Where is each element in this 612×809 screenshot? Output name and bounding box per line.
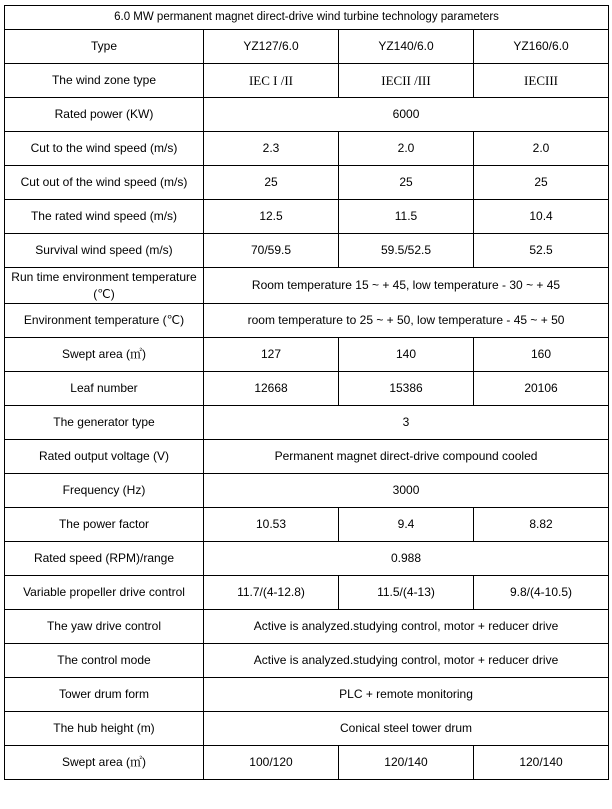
row-value-merged: 0.988 <box>204 542 609 576</box>
row-value-merged: 3 <box>204 406 609 440</box>
row-label: The power factor <box>5 508 204 542</box>
row-value-model-1: 127 <box>204 338 339 372</box>
table-row <box>5 200 609 234</box>
row-label: The control mode <box>5 644 204 678</box>
row-label: Frequency (Hz) <box>5 474 204 508</box>
table-row <box>5 508 609 542</box>
row-label: The generator type <box>5 406 204 440</box>
row-value-merged: room temperature to 25 ~ + 50, low temperature - 45 ~ + 50 <box>204 304 609 338</box>
row-value-model-1: 12.5 <box>204 200 339 234</box>
row-label: Swept area (㎡) <box>5 338 204 372</box>
row-value-merged: PLC + remote monitoring <box>204 678 609 712</box>
row-value-model-2: YZ140/6.0 <box>339 30 474 64</box>
table-row <box>5 98 609 132</box>
row-value-model-2: 120/140 <box>339 746 474 780</box>
row-value-model-2: 15386 <box>339 372 474 406</box>
row-value-model-3: 120/140 <box>474 746 609 780</box>
row-label: Rated power (KW) <box>5 98 204 132</box>
row-value-model-1: 70/59.5 <box>204 234 339 268</box>
table-row <box>5 576 609 610</box>
row-label: Environment temperature (℃) <box>5 304 204 338</box>
table-row <box>5 304 609 338</box>
row-value-model-2: 25 <box>339 166 474 200</box>
table-title: 6.0 MW permanent magnet direct-drive wind turbine technology parameters <box>5 6 609 30</box>
row-value-model-2: 11.5/(4-13) <box>339 576 474 610</box>
row-value-merged: Conical steel tower drum <box>204 712 609 746</box>
table-row <box>5 474 609 508</box>
table-row <box>5 234 609 268</box>
row-value-model-2: 9.4 <box>339 508 474 542</box>
row-label: Leaf number <box>5 372 204 406</box>
row-label: Type <box>5 30 204 64</box>
row-value-model-1: 10.53 <box>204 508 339 542</box>
table-row <box>5 338 609 372</box>
row-value-model-1: 25 <box>204 166 339 200</box>
table-row <box>5 406 609 440</box>
row-value-model-3: 8.82 <box>474 508 609 542</box>
table-row <box>5 610 609 644</box>
row-value-model-1: 100/120 <box>204 746 339 780</box>
row-value-model-1: 12668 <box>204 372 339 406</box>
row-label: Rated speed (RPM)/range <box>5 542 204 576</box>
row-value-model-3: 52.5 <box>474 234 609 268</box>
table-row <box>5 268 609 304</box>
row-value-model-3: IECIII <box>474 64 609 98</box>
row-value-model-3: 20106 <box>474 372 609 406</box>
row-value-merged: 6000 <box>204 98 609 132</box>
table-row <box>5 440 609 474</box>
table-row <box>5 30 609 64</box>
row-value-merged: Active is analyzed.studying control, motor + reducer drive <box>204 644 609 678</box>
row-value-model-2: 140 <box>339 338 474 372</box>
row-label: The rated wind speed (m/s) <box>5 200 204 234</box>
row-value-model-3: 25 <box>474 166 609 200</box>
row-value-model-3: 10.4 <box>474 200 609 234</box>
row-value-model-2: 2.0 <box>339 132 474 166</box>
row-label: The yaw drive control <box>5 610 204 644</box>
table-row <box>5 644 609 678</box>
row-label: Survival wind speed (m/s) <box>5 234 204 268</box>
row-value-model-3: 9.8/(4-10.5) <box>474 576 609 610</box>
row-value-model-2: 59.5/52.5 <box>339 234 474 268</box>
row-label: Run time environment temperature (℃) <box>5 268 204 304</box>
parameters-table <box>4 5 609 780</box>
row-value-model-1: YZ127/6.0 <box>204 30 339 64</box>
row-label: Swept area (㎡) <box>5 746 204 780</box>
table-row <box>5 166 609 200</box>
table-row <box>5 746 609 780</box>
row-value-model-3: 2.0 <box>474 132 609 166</box>
table-row <box>5 372 609 406</box>
table-row <box>5 542 609 576</box>
row-label: The hub height (m) <box>5 712 204 746</box>
table-row <box>5 64 609 98</box>
row-value-merged: Active is analyzed.studying control, motor + reducer drive <box>204 610 609 644</box>
row-value-merged: 3000 <box>204 474 609 508</box>
table-title-row <box>5 6 609 30</box>
row-label: Cut to the wind speed (m/s) <box>5 132 204 166</box>
table-row <box>5 132 609 166</box>
row-value-model-1: IEC I /II <box>204 64 339 98</box>
row-value-model-2: IECII /III <box>339 64 474 98</box>
row-value-merged: Permanent magnet direct-drive compound cooled <box>204 440 609 474</box>
row-label: Rated output voltage (V) <box>5 440 204 474</box>
row-label: Tower drum form <box>5 678 204 712</box>
row-value-merged: Room temperature 15 ~ + 45, low temperature - 30 ~ + 45 <box>204 268 609 304</box>
row-label: The wind zone type <box>5 64 204 98</box>
row-value-model-1: 2.3 <box>204 132 339 166</box>
table-row <box>5 678 609 712</box>
row-value-model-2: 11.5 <box>339 200 474 234</box>
row-value-model-3: YZ160/6.0 <box>474 30 609 64</box>
row-label: Cut out of the wind speed (m/s) <box>5 166 204 200</box>
row-value-model-3: 160 <box>474 338 609 372</box>
row-value-model-1: 11.7/(4-12.8) <box>204 576 339 610</box>
table-row <box>5 712 609 746</box>
row-label: Variable propeller drive control <box>5 576 204 610</box>
